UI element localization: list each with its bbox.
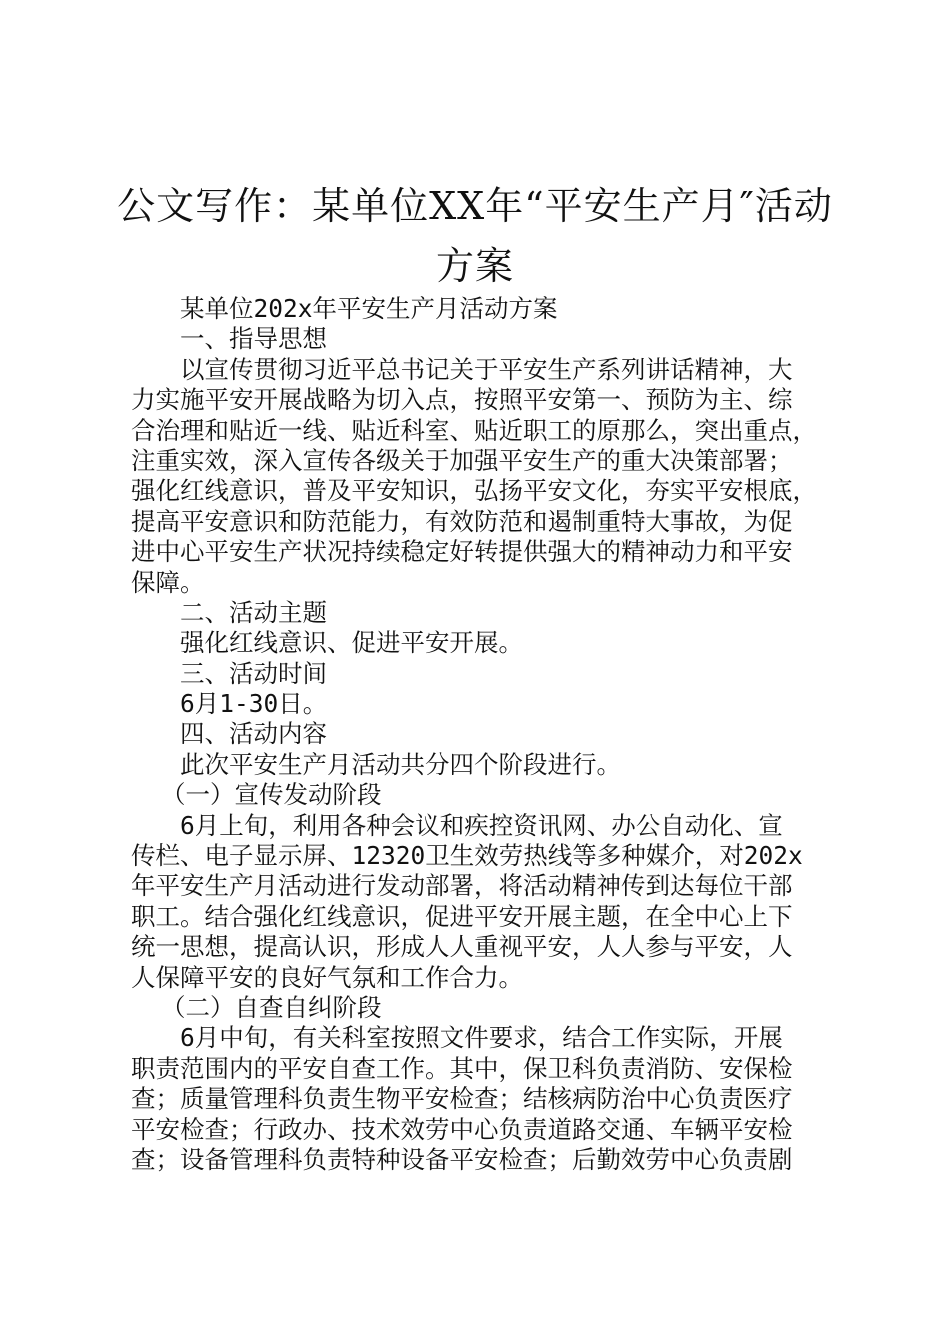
body-line: 6月中旬，有关科室按照文件要求，结合工作实际，开展	[180, 1023, 783, 1053]
body-line: 此次平安生产月活动共分四个阶段进行。	[180, 749, 621, 779]
body-line: 6月1-30日。	[180, 689, 328, 719]
body-line: 保障。	[131, 567, 205, 597]
body-line: 合治理和贴近一线、贴近科室、贴近职工的原那么，突出重点，	[131, 415, 817, 445]
body-line: 年平安生产月活动进行发动部署，将活动精神传到达每位干部	[131, 871, 793, 901]
body-line: 注重实效，深入宣传各级关于加强平安生产的重大决策部署；	[131, 445, 793, 475]
body-line: 二、活动主题	[180, 597, 327, 627]
body-line: 四、活动内容	[180, 719, 327, 749]
body-line: 一、指导思想	[180, 324, 327, 354]
body-line: 三、活动时间	[180, 658, 327, 688]
body-line: 传栏、电子显示屏、12320卫生效劳热线等多种媒介，对202x	[131, 841, 803, 871]
body-line: 强化红线意识，普及平安知识，弘扬平安文化，夯实平安根底，	[131, 476, 817, 506]
body-line: 提高平安意识和防范能力，有效防范和遏制重特大事故，为促	[131, 506, 793, 536]
body-line: 以宣传贯彻习近平总书记关于平安生产系列讲话精神，大	[180, 354, 793, 384]
body-line: 某单位202x年平安生产月活动方案	[180, 294, 558, 323]
body-line: 6月上旬，利用各种会议和疾控资讯网、办公自动化、宣	[180, 810, 783, 840]
body-line: 职责范围内的平安自查工作。其中，保卫科负责消防、安保检	[131, 1053, 793, 1083]
title-line-2: 方案	[435, 244, 514, 288]
body-line: （二）自查自纠阶段	[161, 992, 382, 1022]
body-line: 查；质量管理科负责生物平安检查；结核病防治中心负责医疗	[131, 1084, 793, 1114]
body-line: （一）宣传发动阶段	[161, 780, 382, 810]
body-line: 力实施平安开展战略为切入点，按照平安第一、预防为主、综	[131, 385, 793, 415]
body-line: 进中心平安生产状况持续稳定好转提供强大的精神动力和平安	[131, 537, 793, 567]
body-line: 人保障平安的良好气氛和工作合力。	[131, 962, 523, 992]
body-line: 统一思想，提高认识，形成人人重视平安，人人参与平安，人	[131, 932, 793, 962]
body-line: 平安检查；行政办、技术效劳中心负责道路交通、车辆平安检	[131, 1114, 793, 1144]
document-title	[100, 176, 850, 296]
document-body	[131, 294, 836, 1175]
title-line-1: 公文写作：某单位XX年“平安生产月″活动	[117, 184, 833, 228]
body-line: 查；设备管理科负责特种设备平安检查；后勤效劳中心负责剧	[131, 1144, 793, 1174]
body-line: 职工。结合强化红线意识，促进平安开展主题，在全中心上下	[131, 901, 793, 931]
body-line: 强化红线意识、促进平安开展。	[180, 628, 523, 658]
